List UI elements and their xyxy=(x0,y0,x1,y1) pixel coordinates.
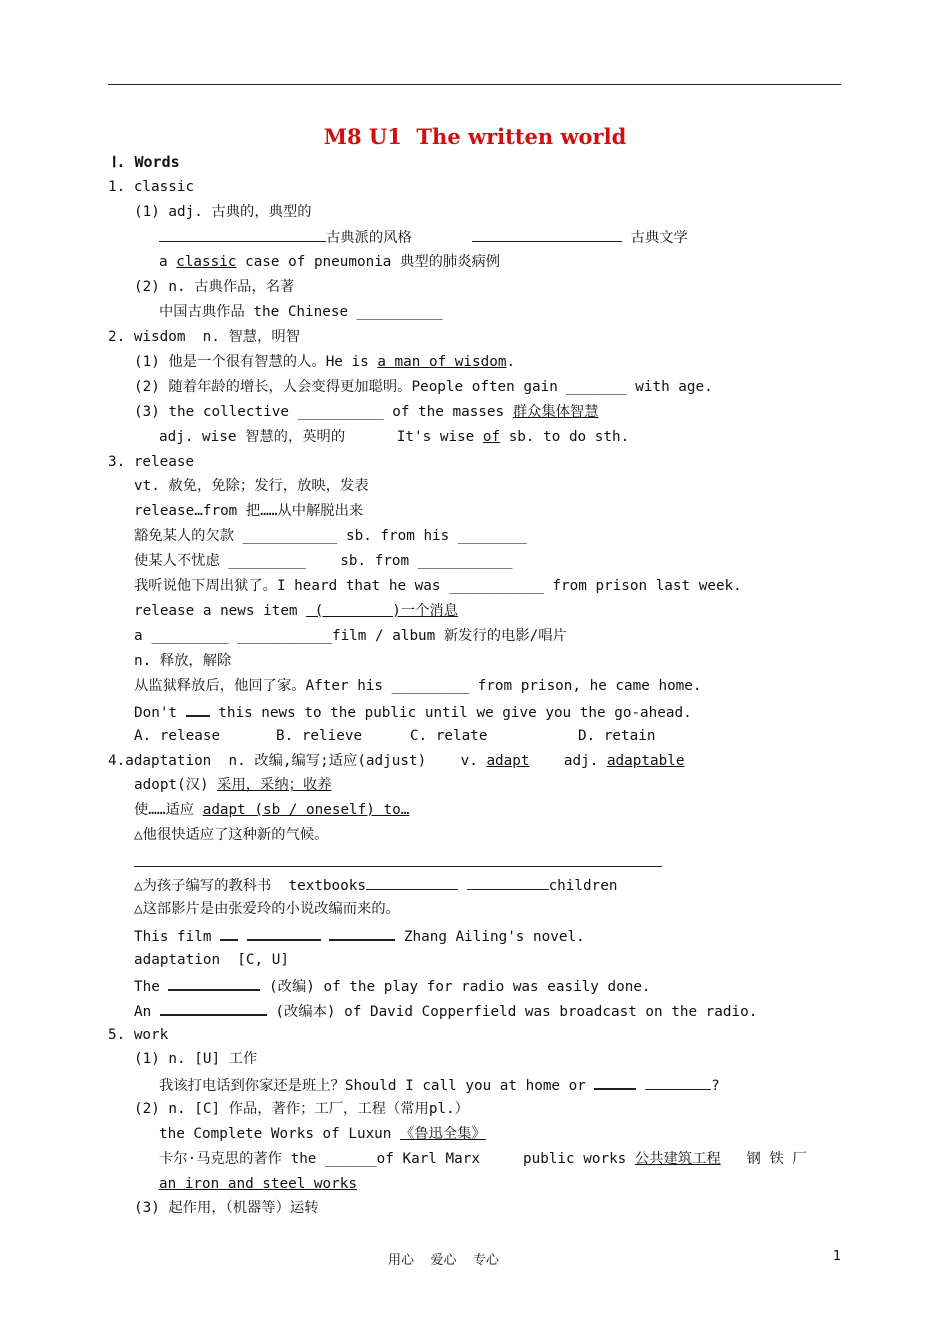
word-2-sense-2: (2) 随着年龄的增长，人会变得更加聪明。People often gain _______ with age. xyxy=(134,379,713,395)
word-1-example-a: 古典派的风格 古典文学 xyxy=(159,227,688,248)
word-2-head: 2. wisdom n. 智慧，明智 xyxy=(108,329,300,345)
word-3-line-10: Don't this news to the public until we give you the go-ahead. xyxy=(134,701,692,723)
answer-line xyxy=(134,866,662,867)
word-2-sense-3: (3) the collective __________ of the masses 群众集体智慧 xyxy=(134,404,599,420)
word-4-adopt: adopt(汉) 采用，采纳；收养 xyxy=(134,777,332,793)
word-5-sense-1: (1) n. [U] 工作 xyxy=(134,1051,258,1067)
word-3-line-3: 豁免某人的欠款 ___________ sb. from his ________ xyxy=(134,528,527,544)
word-3-choice-a: A. release xyxy=(134,728,221,744)
word-4-question-7: An (改编本) of David Copperfield was broadcast on the radio. xyxy=(134,1000,757,1022)
word-2-adj: adj. wise 智慧的，英明的 It's wise of sb. to do sth. xyxy=(159,429,630,445)
word-3-line-5: 我听说他下周出狱了。I heard that he was ___________ from prison last week. xyxy=(134,578,742,594)
word-3-line-9: 从监狱释放后，他回了家。After his _________ from prison, he came home. xyxy=(134,678,702,694)
header-rule xyxy=(108,84,841,85)
word-3-line-7: a _________ ___________film / album 新发行的电影/唱片 xyxy=(134,628,567,644)
word-2-sense-1: (1) 他是一个很有智慧的人。He is a man of wisdom. xyxy=(134,354,516,370)
word-4-question-4: This film Zhang Ailing's novel. xyxy=(134,925,585,947)
word-4-question-5: adaptation [C, U] xyxy=(134,952,289,968)
page-title: M8 U1 The written world xyxy=(323,124,627,149)
word-3-line-4: 使某人不忧虑 _________ sb. from ___________ xyxy=(134,553,513,569)
word-5-sense-2: (2) n. [C] 作品，著作；工厂，工程（常用pl.） xyxy=(134,1101,469,1117)
word-4-question-6: The (改编) of the play for radio was easily done. xyxy=(134,975,651,997)
word-5-example-4: an iron and steel works xyxy=(159,1176,357,1192)
section-heading: Ⅰ. Words xyxy=(112,153,180,171)
word-3-line-2: release…from 把……从中解脱出来 xyxy=(134,503,364,519)
word-1-sense-1: (1) adj. 古典的，典型的 xyxy=(134,204,312,220)
word-3-line-1: vt. 赦免，免除；发行，放映，发表 xyxy=(134,478,369,494)
word-3-line-6: release a news item ( )一个消息 xyxy=(134,603,459,619)
word-4-question-3: △这部影片是由张爱玲的小说改编而来的。 xyxy=(134,901,400,917)
word-5-example-2: the Complete Works of Luxun 《鲁迅全集》 xyxy=(159,1126,486,1142)
word-3-head: 3. release xyxy=(108,454,195,470)
word-4-question-1: △他很快适应了这种新的气候。 xyxy=(134,827,329,843)
footer-motto: 用心 爱心 专心 xyxy=(388,1253,500,1268)
word-1-example-c: 中国古典作品 the Chinese __________ xyxy=(159,304,443,320)
word-3-line-8: n. 释放，解除 xyxy=(134,653,232,669)
word-3-choice-b: B. relieve xyxy=(276,728,363,744)
word-1-sense-2: (2) n. 古典作品，名著 xyxy=(134,279,295,295)
word-3-choice-d: D. retain xyxy=(578,728,656,744)
word-5-sense-3: (3) 起作用，（机器等）运转 xyxy=(134,1200,319,1216)
word-4-head: 4.adaptation n. 改编,编写;适应(adjust) v. adapt adj. adaptable xyxy=(108,753,685,769)
word-3-choice-c: C. relate xyxy=(410,728,488,744)
word-5-example-3: 卡尔·马克思的著作 the ______of Karl Marx public works 公共建筑工程 钢 铁 厂 xyxy=(159,1151,807,1167)
word-5-example-1: 我该打电话到你家还是班上？Should I call you at home or ? xyxy=(159,1074,720,1096)
word-4-question-2: △为孩子编写的教科书 textbooks children xyxy=(134,875,617,896)
page-number: 1 xyxy=(833,1249,842,1264)
word-5-head: 5. work xyxy=(108,1027,169,1043)
word-1-example-b: a classic case of pneumonia 典型的肺炎病例 xyxy=(159,254,501,270)
word-4-adapt-to: 使……适应 adapt (sb / oneself) to… xyxy=(134,802,410,818)
word-1-head: 1. classic xyxy=(108,179,195,195)
